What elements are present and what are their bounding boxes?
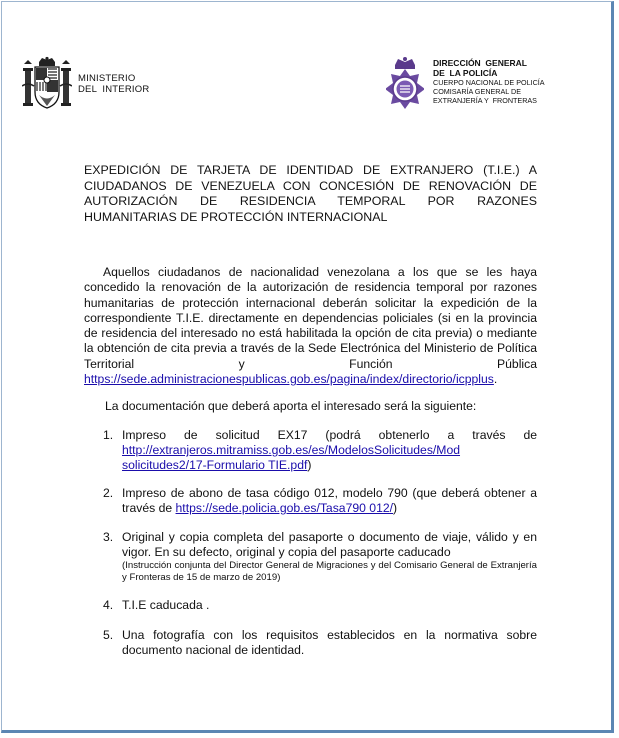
ministry-line2: DEL INTERIOR: [78, 84, 150, 95]
item-number: 4.: [103, 598, 114, 612]
police-title-line1: DIRECCIÓN GENERAL: [433, 58, 527, 68]
item-text: Impreso de solicitud EX17 (podrá obtenerlo a través de: [122, 428, 537, 442]
item-after: ): [307, 458, 312, 472]
item-note: (Instrucción conjunta del Director General de Migraciones y del Comisario General de Extranjería y Fronteras de 15 de marzo de 2019): [122, 560, 537, 583]
police-badge-icon: [386, 56, 424, 112]
intro-paragraph: [84, 265, 537, 387]
ministry-label: [78, 73, 149, 95]
documentation-lead: La documentación que deberá aporta el interesado será la siguiente:: [105, 399, 477, 413]
item-number: 1.: [103, 428, 114, 442]
item-number: 2.: [103, 486, 114, 500]
list-item: [100, 486, 537, 516]
spain-coat-of-arms-icon: [22, 56, 72, 112]
intro-end: .: [493, 372, 498, 387]
item-text: Original y copia completa del pasaporte o documento de viaje, válido y en vigor. En su defecto, original y copia del pasaporte caducado: [122, 530, 537, 559]
list-item: [100, 530, 537, 584]
police-label: [433, 58, 545, 105]
ministry-line1: MINISTERIO: [78, 73, 136, 84]
item-number: 3.: [103, 530, 114, 544]
ministry-header: [22, 56, 149, 112]
item-text: Impreso de abono de tasa código 012, modelo 790 (que deberá obtener a través de: [122, 486, 537, 515]
item-number: 5.: [103, 628, 114, 642]
item-text: T.I.E caducada .: [122, 598, 210, 612]
police-sub-line3: EXTRANJERÍA Y FRONTERAS: [433, 96, 537, 105]
police-header: [386, 56, 545, 112]
police-title-line2: DE LA POLICÍA: [433, 68, 498, 78]
list-item: [100, 628, 537, 658]
item-text: Una fotografía con los requisitos establecidos en la normativa sobre documento nacional de identidad.: [122, 628, 537, 657]
list-item: [100, 598, 537, 613]
police-sub-line1: CUERPO NACIONAL DE POLICÍA: [433, 78, 545, 87]
intro-text: Aquellos ciudadanos de nacionalidad venezolana a los que se les haya concedido la renovación de la autorización de residencia temporal por razones humanitarias de protección internacional deberán solicitar la expedición de la correspondiente T.I.E. directamente en dependencias policiales (si en la provincia de residencia del interesado no está habilitada la opción de cita previa) o mediante la obtención de cita previa a través de la Sede Electrónica del Ministerio de Política Territorial y Función Pública: [84, 265, 537, 371]
list-item: [100, 428, 537, 473]
document-title: EXPEDICIÓN DE TARJETA DE IDENTIDAD DE EXTRANJERO (T.I.E.) A CIUDADANOS DE VENEZUELA CON CONCESIÓN DE RENOVACIÓN DE AUTORIZACIÓN DE RESIDENCIA TEMPORAL POR RAZONES HUMANITARIAS DE PROTECCIÓN INTERNACIONAL: [84, 163, 537, 224]
item-after: ): [393, 501, 398, 515]
cita-previa-link[interactable]: https://sede.administracionespublicas.gob.es/pagina/index/directorio/icpplus: [84, 372, 494, 387]
tasa-790-link[interactable]: https://sede.policia.gob.es/Tasa790 012/: [175, 501, 394, 515]
ex17-form-link[interactable]: http://extranjeros.mitramiss.gob.es/es/ModelosSolicitudes/Mod solicitudes2/17-Formulario TIE.pdf: [122, 443, 461, 472]
police-sub-line2: COMISARÍA GENERAL DE: [433, 87, 522, 96]
requirements-list: [100, 428, 537, 658]
